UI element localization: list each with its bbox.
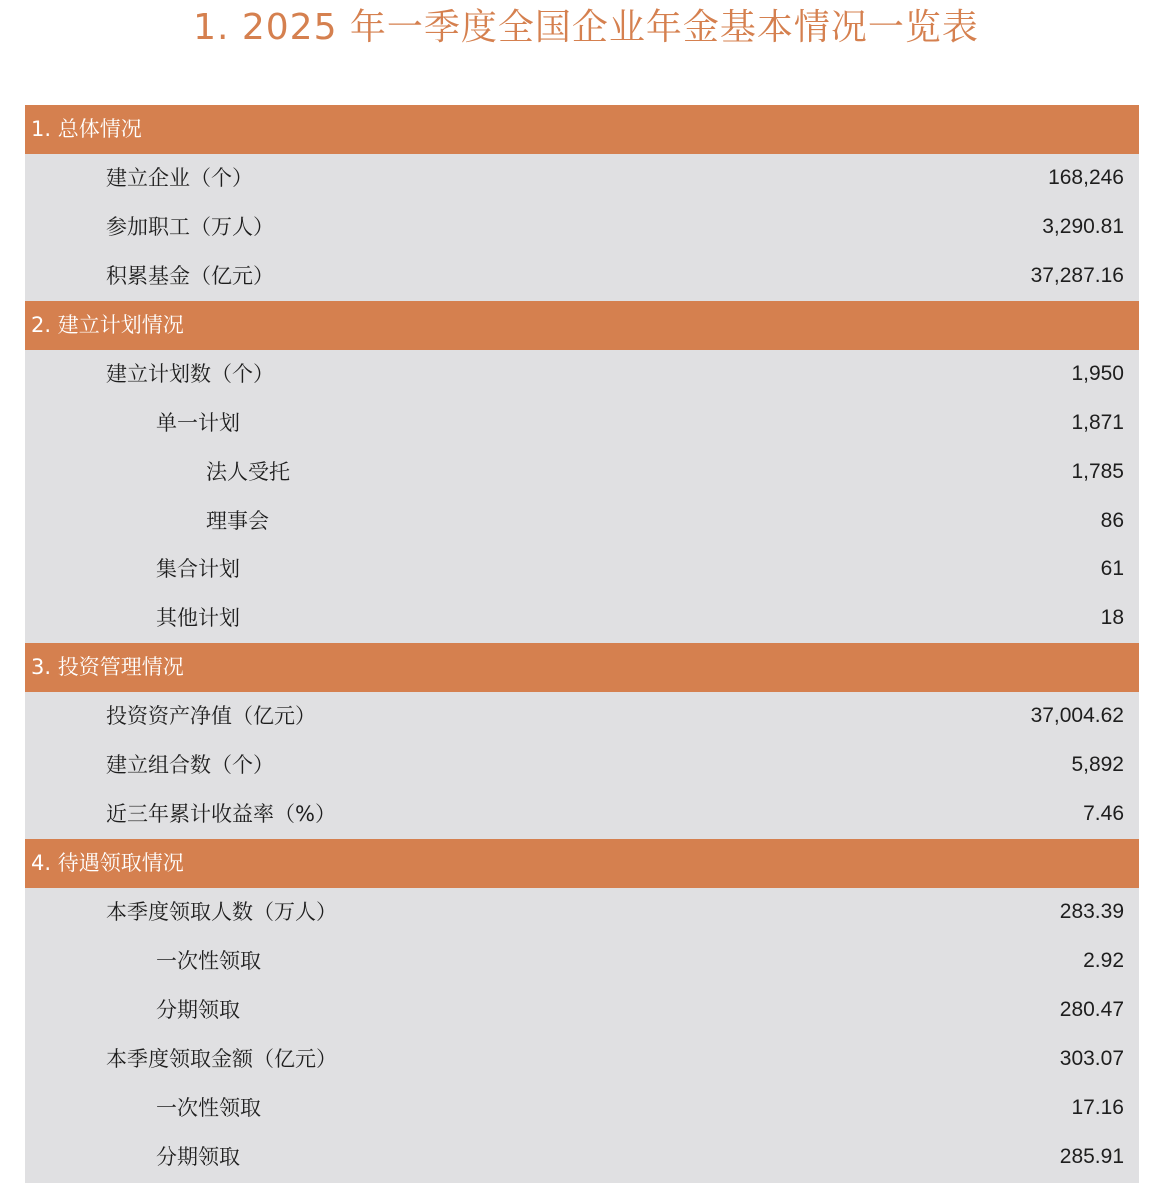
- row-label: 法人受托: [206, 459, 290, 484]
- section-header-benefits: 4. 待遇领取情况: [25, 839, 1139, 888]
- table-row: [25, 154, 1139, 203]
- row-label: 一次性领取: [156, 948, 261, 973]
- row-label: 本季度领取人数（万人）: [106, 900, 337, 924]
- row-value: 1,950: [1071, 361, 1124, 385]
- table-row: [25, 399, 1139, 448]
- row-value: 3,290.81: [1042, 214, 1124, 238]
- summary-table: [25, 105, 1139, 1183]
- table-row: [25, 594, 1139, 643]
- section-header-plans: 2. 建立计划情况: [25, 301, 1139, 350]
- row-value: 37,287.16: [1030, 263, 1124, 287]
- table-row: [25, 497, 1139, 546]
- row-label: 单一计划: [156, 410, 240, 435]
- section-header-overall: 1. 总体情况: [25, 105, 1139, 154]
- table-row: [25, 888, 1139, 937]
- row-value: 7.46: [1083, 802, 1124, 826]
- table-row: [25, 448, 1139, 497]
- row-label: 积累基金（亿元）: [106, 263, 274, 288]
- row-value: 37,004.62: [1030, 704, 1124, 728]
- row-label: 集合计划: [156, 557, 240, 582]
- page-title: 1. 2025 年一季度全国企业年金基本情况一览表: [193, 7, 979, 48]
- table-row: [25, 741, 1139, 790]
- table-row: [25, 937, 1139, 986]
- row-label: 分期领取: [156, 1144, 240, 1169]
- row-value: 283.39: [1059, 900, 1124, 923]
- row-label: 近三年累计收益率（%）: [106, 802, 336, 827]
- table-row: [25, 1035, 1139, 1084]
- table-row: [25, 203, 1139, 252]
- row-value: 303.07: [1059, 1046, 1124, 1070]
- table-row: [25, 986, 1139, 1035]
- row-label: 理事会: [206, 508, 269, 533]
- row-label: 建立企业（个）: [106, 165, 253, 190]
- row-label: 投资资产净值（亿元）: [106, 704, 316, 729]
- table-row: [25, 545, 1139, 594]
- section-header-investment: 3. 投资管理情况: [25, 643, 1139, 692]
- row-value: 1,871: [1071, 410, 1124, 434]
- row-value: 86: [1100, 508, 1124, 532]
- row-value: 168,246: [1048, 165, 1124, 189]
- row-label: 建立组合数（个）: [106, 753, 274, 778]
- row-value: 2.92: [1083, 948, 1124, 972]
- row-value: 1,785: [1071, 459, 1124, 483]
- row-label: 参加职工（万人）: [106, 214, 274, 239]
- table-row: [25, 692, 1139, 741]
- row-value: 280.47: [1059, 997, 1124, 1021]
- row-label: 一次性领取: [156, 1095, 261, 1120]
- row-value: 285.91: [1059, 1144, 1124, 1168]
- row-label: 本季度领取金额（亿元）: [106, 1046, 337, 1071]
- table-row: [25, 1084, 1139, 1133]
- row-value: 17.16: [1071, 1095, 1124, 1119]
- row-label: 其他计划: [156, 606, 240, 631]
- table-row: [25, 1133, 1139, 1182]
- table-row: [25, 790, 1139, 839]
- table-row: [25, 350, 1139, 399]
- row-label: 建立计划数（个）: [106, 361, 274, 386]
- row-label: 分期领取: [156, 997, 240, 1022]
- row-value: 18: [1100, 606, 1124, 630]
- row-value: 5,892: [1071, 753, 1124, 777]
- table-row: [25, 252, 1139, 301]
- row-value: 61: [1100, 557, 1124, 581]
